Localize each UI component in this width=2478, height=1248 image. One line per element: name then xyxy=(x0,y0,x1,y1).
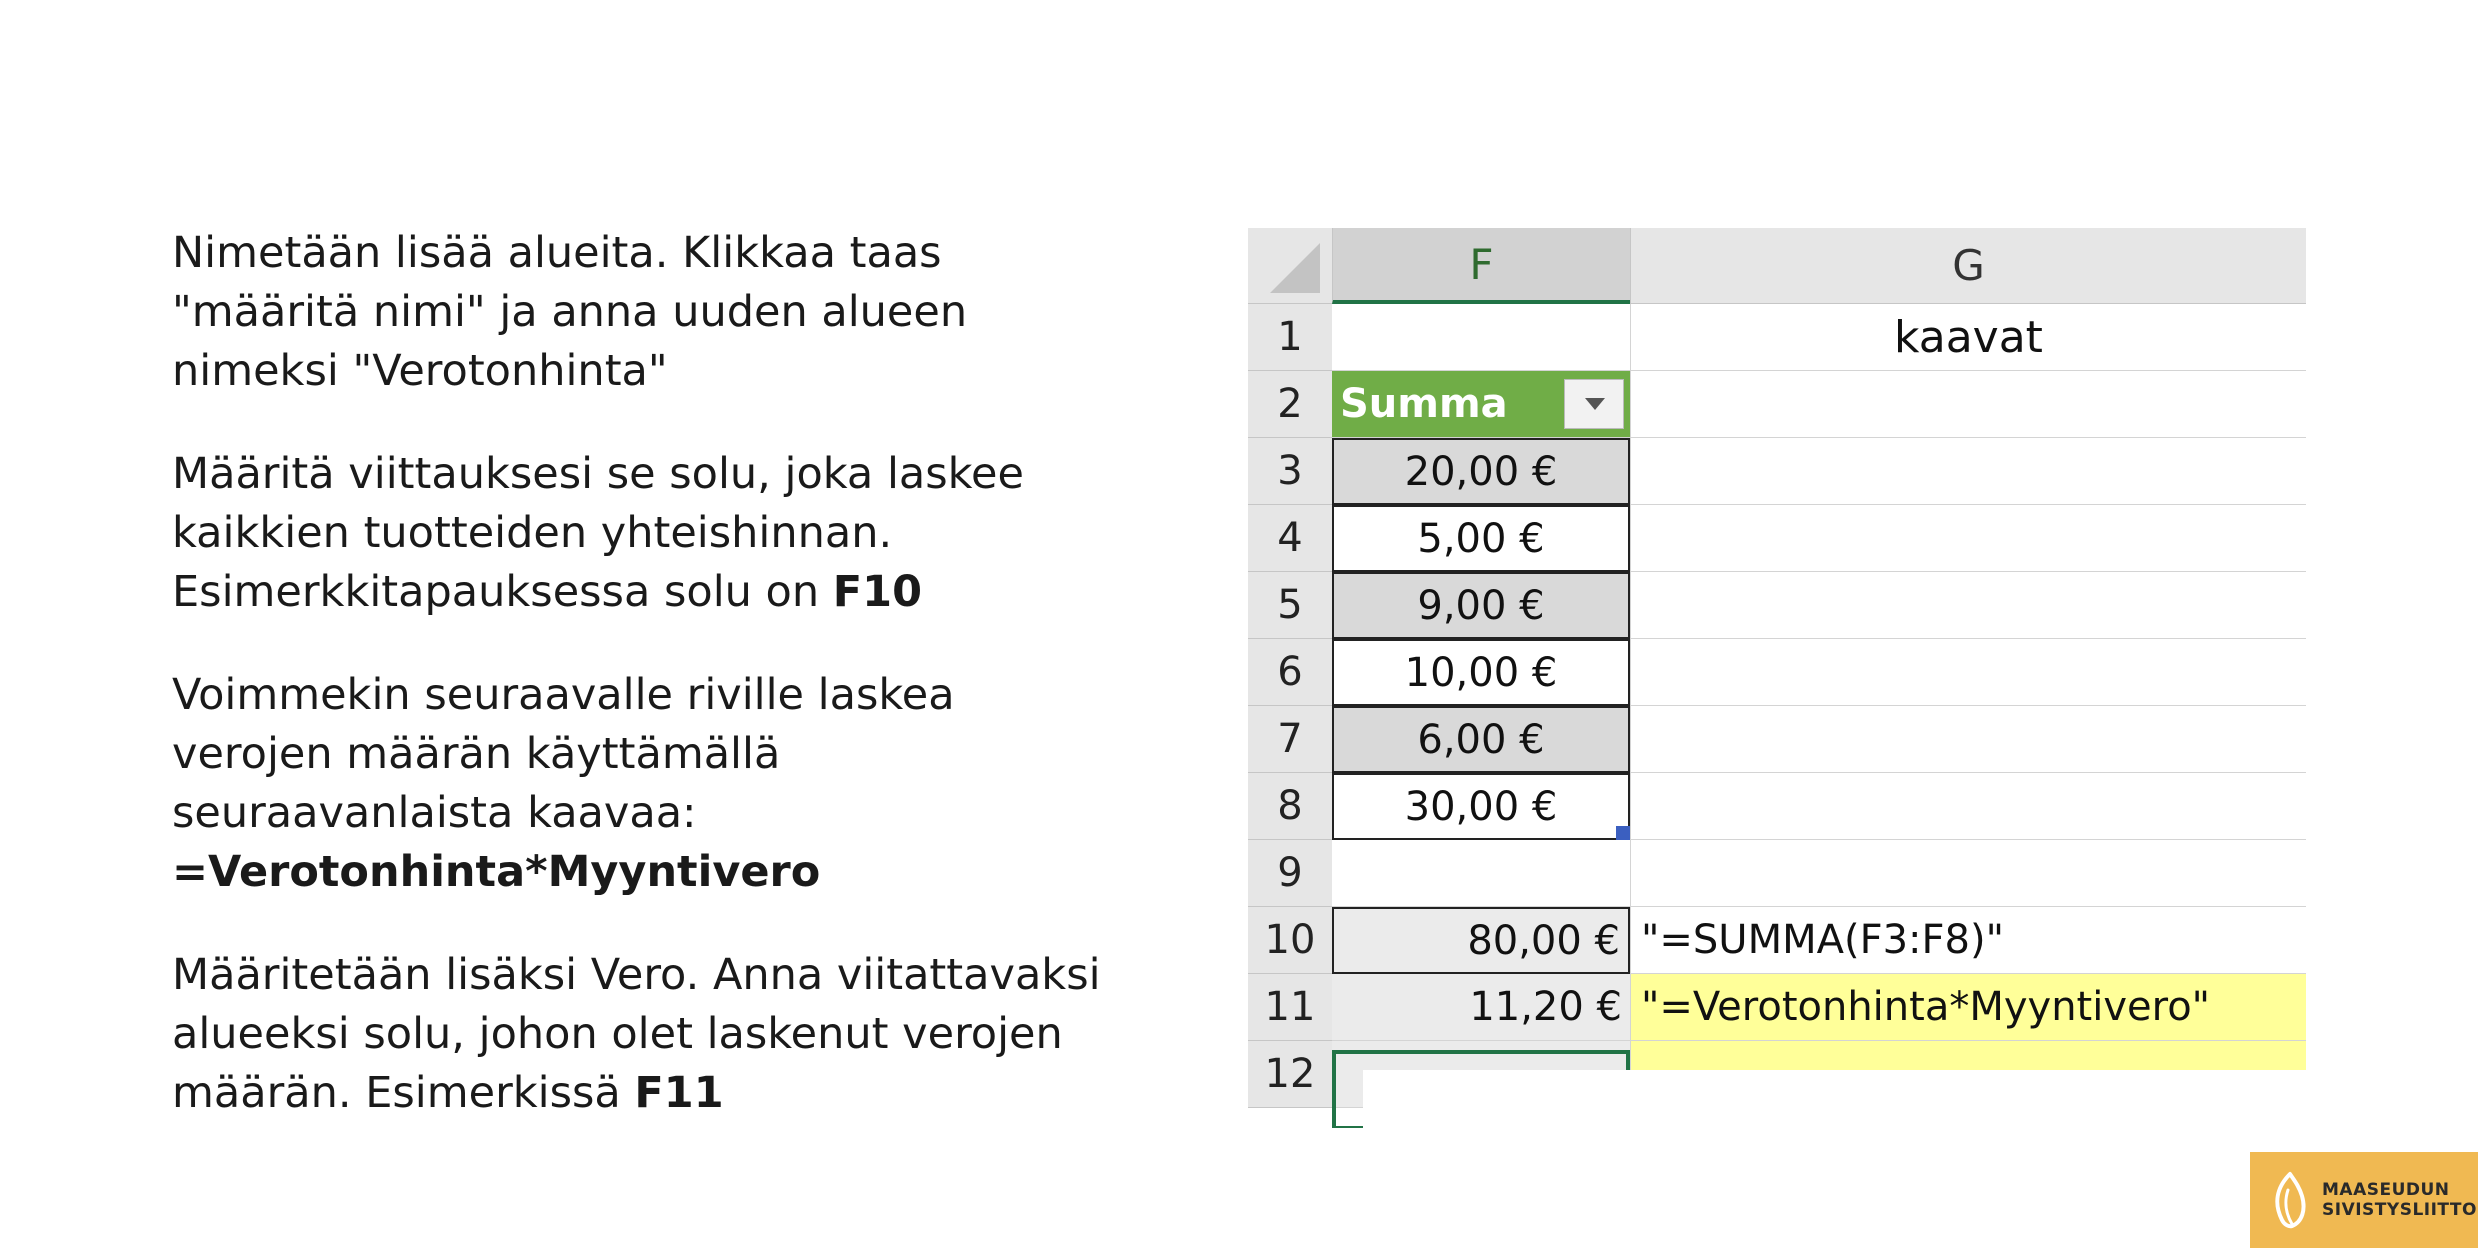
sheet-row xyxy=(1248,974,2306,1041)
cell-f7[interactable]: 6,00 € xyxy=(1332,706,1630,773)
cell-g5[interactable] xyxy=(1630,572,2306,639)
paragraph-4: Määritetään lisäksi Vero. Anna viitattavaksi alueeksi solu, johon olet laskenut verojen määrän. Esimerkissä F11 xyxy=(172,950,1101,1118)
sheet-row xyxy=(1248,572,2306,639)
filter-dropdown-icon[interactable] xyxy=(1564,379,1624,429)
row-header[interactable]: 1 xyxy=(1248,304,1332,371)
sheet-row xyxy=(1248,438,2306,505)
table-resize-handle-icon[interactable] xyxy=(1616,826,1630,840)
logo-line-2: SIVISTYSLIITTO xyxy=(2322,1200,2477,1220)
sheet-row xyxy=(1248,639,2306,706)
row-header[interactable]: 3 xyxy=(1248,438,1332,505)
crop-mask xyxy=(1363,1070,2306,1128)
sheet-row xyxy=(1248,371,2306,438)
sheet-row xyxy=(1248,773,2306,840)
cell-f4[interactable]: 5,00 € xyxy=(1332,505,1630,572)
column-header-g[interactable]: G xyxy=(1630,228,2306,304)
row-header[interactable]: 4 xyxy=(1248,505,1332,572)
select-all-corner[interactable] xyxy=(1248,228,1332,304)
row-header[interactable]: 2 xyxy=(1248,371,1332,438)
cell-g4[interactable] xyxy=(1630,505,2306,572)
cell-ref-f11: F11 xyxy=(634,1068,724,1118)
cell-f8[interactable] xyxy=(1332,773,1630,840)
cell-g7[interactable] xyxy=(1630,706,2306,773)
row-header[interactable]: 5 xyxy=(1248,572,1332,639)
organization-logo xyxy=(2250,1152,2478,1248)
paragraph-3: Voimmekin seuraavalle riville laskea verojen määrän käyttämällä seuraavanlaista kaavaa: =Verotonhinta*Myyntivero xyxy=(172,670,955,897)
paragraph-2: Määritä viittauksesi se solu, joka laskee kaikkien tuotteiden yhteishinnan. Esimerkkitapauksessa solu on F10 xyxy=(172,449,1024,617)
cell-f11[interactable]: 11,20 € xyxy=(1332,974,1630,1041)
cell-g8[interactable] xyxy=(1630,773,2306,840)
column-header-f[interactable]: F xyxy=(1332,228,1630,304)
instruction-text xyxy=(172,224,1112,1167)
cell-f3[interactable]: 20,00 € xyxy=(1332,438,1630,505)
cell-g1[interactable]: kaavat xyxy=(1630,304,2306,371)
row-header[interactable]: 12 xyxy=(1248,1041,1332,1108)
cell-value: 30,00 € xyxy=(1404,783,1558,830)
row-header[interactable]: 11 xyxy=(1248,974,1332,1041)
cell-f5[interactable]: 9,00 € xyxy=(1332,572,1630,639)
cell-g3[interactable] xyxy=(1630,438,2306,505)
corner-triangle-icon xyxy=(1270,243,1320,293)
cell-f1[interactable] xyxy=(1332,304,1630,371)
row-header[interactable]: 9 xyxy=(1248,840,1332,907)
sheet-row xyxy=(1248,505,2306,572)
sheet-row xyxy=(1248,840,2306,907)
sheet-row xyxy=(1248,706,2306,773)
cell-g10[interactable]: "=SUMMA(F3:F8)" xyxy=(1630,907,2306,974)
row-header[interactable]: 7 xyxy=(1248,706,1332,773)
cell-f2[interactable] xyxy=(1332,371,1630,438)
paragraph-1: Nimetään lisää alueita. Klikkaa taas "määritä nimi" ja anna uuden alueen nimeksi "Verotonhinta" xyxy=(172,228,968,396)
logo-line-1: MAASEUDUN xyxy=(2322,1180,2450,1200)
cell-f9[interactable] xyxy=(1332,840,1630,907)
logo-text xyxy=(2322,1180,2477,1220)
spreadsheet-screenshot xyxy=(1248,228,2306,1128)
table-header-label: Summa xyxy=(1340,381,1508,427)
row-header[interactable]: 10 xyxy=(1248,907,1332,974)
row-header[interactable]: 6 xyxy=(1248,639,1332,706)
leaf-icon xyxy=(2268,1170,2312,1230)
cell-g9[interactable] xyxy=(1630,840,2306,907)
cell-g2[interactable] xyxy=(1630,371,2306,438)
row-header[interactable]: 8 xyxy=(1248,773,1332,840)
cell-f10[interactable]: 80,00 € xyxy=(1332,907,1630,974)
sheet-row xyxy=(1248,304,2306,371)
cell-ref-f10: F10 xyxy=(832,567,923,617)
cell-g6[interactable] xyxy=(1630,639,2306,706)
formula-text: =Verotonhinta*Myyntivero xyxy=(172,847,821,897)
cell-f6[interactable]: 10,00 € xyxy=(1332,639,1630,706)
cell-g11[interactable]: "=Verotonhinta*Myyntivero" xyxy=(1630,974,2306,1041)
sheet-row xyxy=(1248,907,2306,974)
